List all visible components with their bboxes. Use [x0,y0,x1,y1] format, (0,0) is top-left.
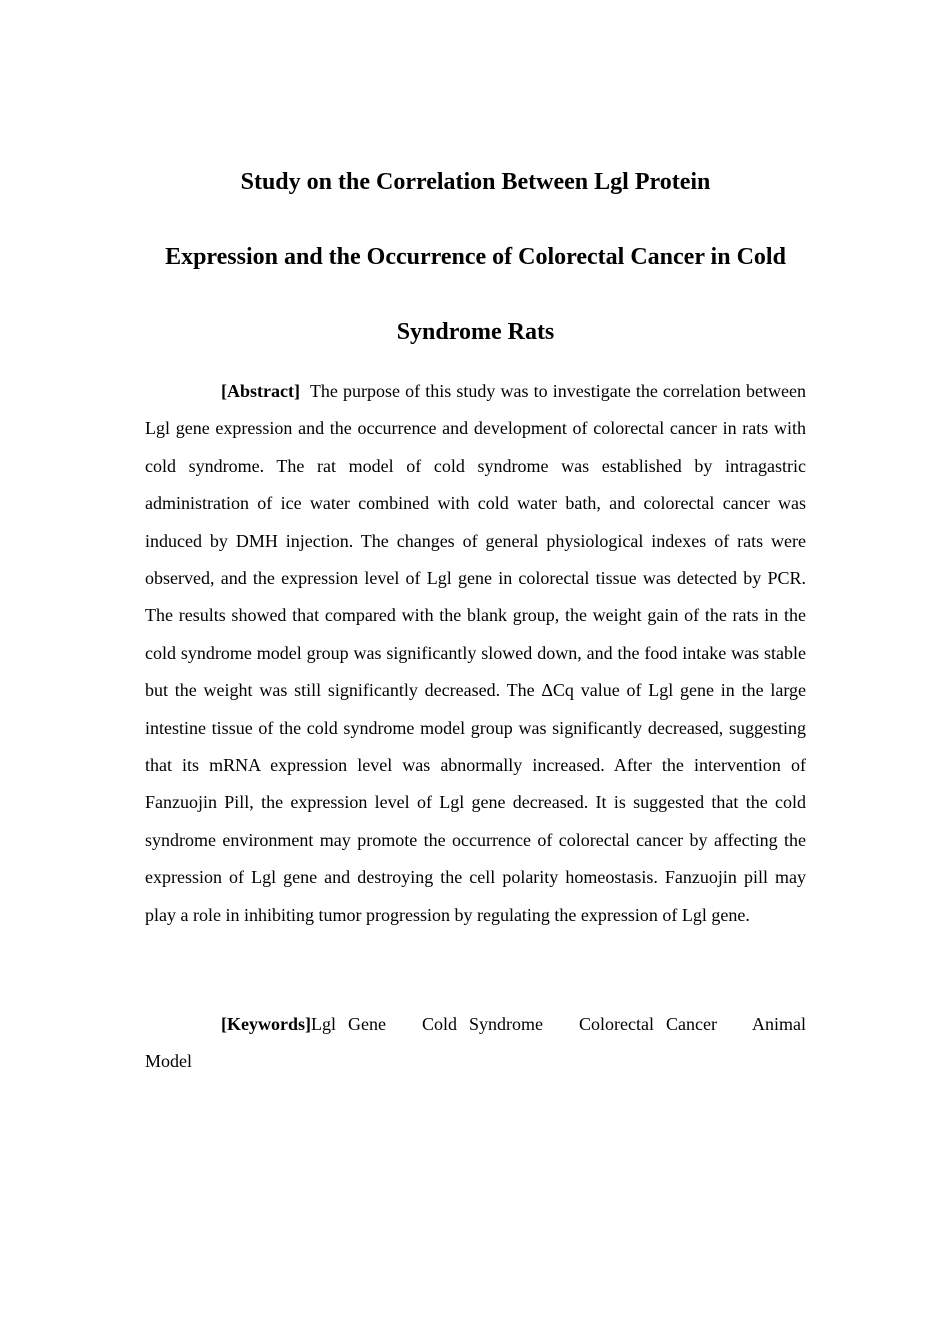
title-line: Study on the Correlation Between Lgl Protein [240,169,711,195]
title-line: Syndrome Rats [396,319,555,345]
keyword: Animal Model [145,1014,806,1072]
keyword: Lgl Gene [310,1014,386,1034]
keyword: Cold Syndrome [421,1014,543,1034]
abstract-label: [Abstract] [221,381,300,401]
abstract-paragraph [145,373,806,934]
abstract-text: The purpose of this study was to investigate the correlation between Lgl gene expression and the occurrence and development of colorectal cancer in rats with cold syndrome. The rat model of cold syndrome was established by intragastric administration of ice water combined with cold water bath, and colorectal cancer was induced by DMH injection. The changes of general physiological indexes of rats were observed, and the expression level of Lgl gene in colorectal tissue was detected by PCR. The results showed that compared with the blank group, the weight gain of the rats in the cold syndrome model group was significantly slowed down, and the food intake was stable but the weight was still significantly decreased. The ΔCq value of Lgl gene in the large intestine tissue of the cold syndrome model group was significantly decreased, suggesting that its mRNA expression level was abnormally increased. After the intervention of Fanzuojin Pill, the expression level of Lgl gene decreased. It is suggested that the cold syndrome environment may promote the occurrence of colorectal cancer by affecting the expression of Lgl gene and destroying the cell polarity homeostasis. Fanzuojin pill may play a role in inhibiting tumor progression by regulating the expression of Lgl gene. [145,381,806,925]
title-line: Expression and the Occurrence of Colorectal Cancer in Cold [165,244,786,270]
keyword: Colorectal Cancer [579,1014,717,1034]
keywords-label: [Keywords] [221,1014,311,1034]
paper-title [145,145,806,370]
keywords-paragraph [145,1006,806,1081]
